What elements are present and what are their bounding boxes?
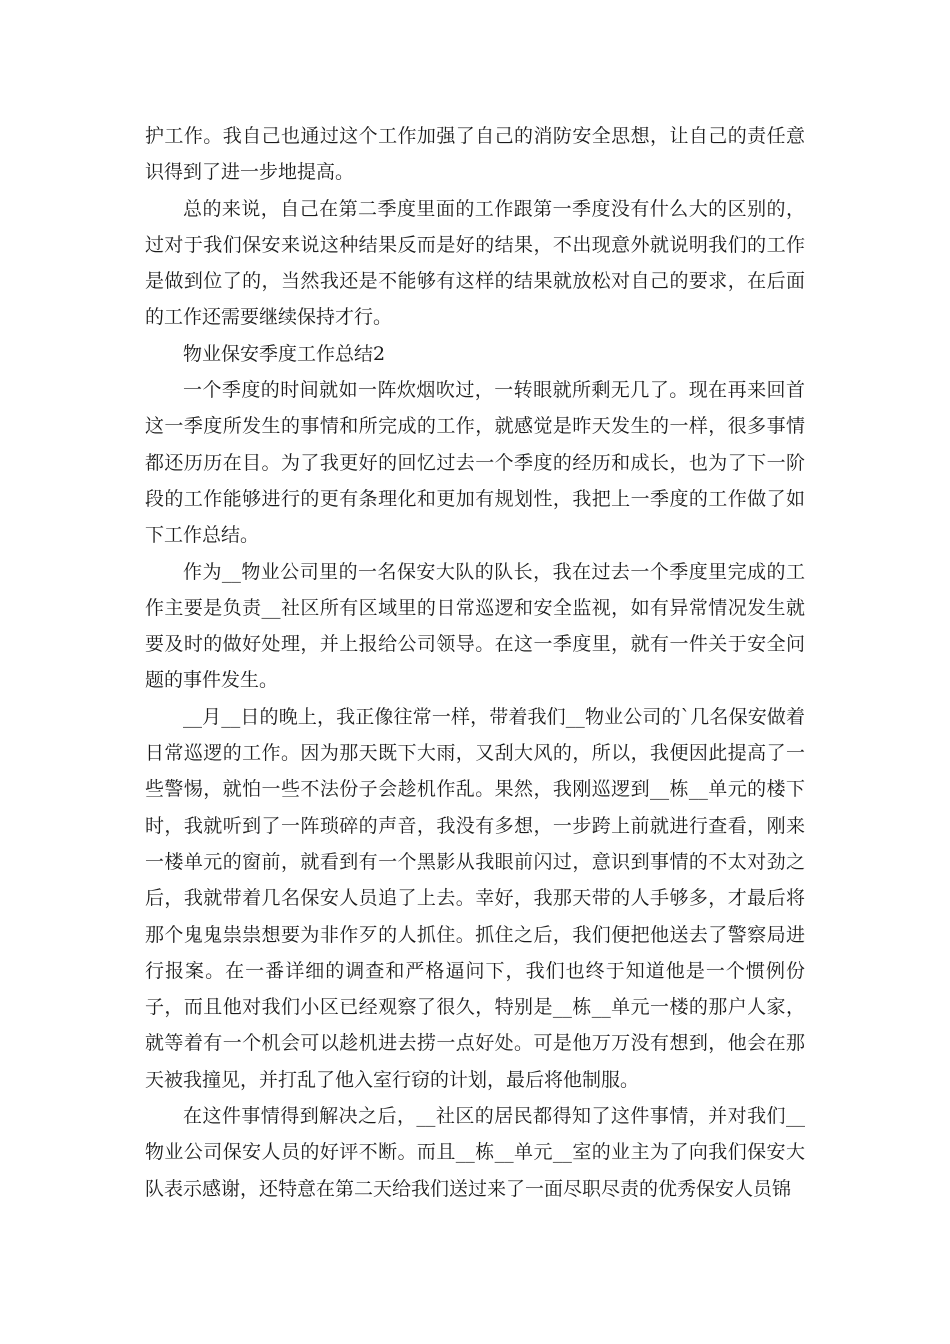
- section-heading: 物业保安季度工作总结2: [183, 342, 386, 365]
- paragraph-incident: __月__日的晚上，我正像往常一样，带着我们__物业公司的`几名保安做着日常巡逻的工作。因为那天既下大雨，又刮大风的，所以，我便因此提高了一些警惕，就怕一些不法份子会趁机作乱。果然，我刚巡逻到__栋__单元的楼下时，我就听到了一阵琐碎的声音，我没有多想，一步跨上前就进行查看，刚来一楼单元的窗前，就看到有一个黑影从我眼前闪过，意识到事情的不太对劲之后，我就带着几名保安人员追了上去。幸好，我那天带的人手够多，才最后将那个鬼鬼祟祟想要为非作歹的人抓住。抓住之后，我们便把他送去了警察局进行报案。在一番详细的调查和严格逼问下，我们也终于知道他是一个惯例份子，而且他对我们小区已经观察了很久，特别是__栋__单元一楼的那户人家，就等着有一个机会可以趁机进去捞一点好处。可是他万万没有想到，他会在那天被我撞见，并打乱了他入室行窃的计划，最后将他制服。: [145, 705, 805, 1091]
- document-body: [145, 118, 805, 1207]
- paragraph-summary: 总的来说，自己在第二季度里面的工作跟第一季度没有什么大的区别的，过对于我们保安来说这种结果反而是好的结果，不出现意外就说明我们的工作是做到位了的，当然我还是不能够有这样的结果就放松对自己的要求，在后面的工作还需要继续保持才行。: [145, 197, 805, 329]
- paragraph-duties: 作为__物业公司里的一名保安大队的队长，我在过去一个季度里完成的工作主要是负责__社区所有区域里的日常巡逻和安全监视，如有异常情况发生就要及时的做好处理，并上报给公司领导。在这一季度里，就有一件关于安全问题的事件发生。: [145, 560, 805, 692]
- paragraph-intro: 一个季度的时间就如一阵炊烟吹过，一转眼就所剩无几了。现在再来回首这一季度所发生的事情和所完成的工作，就感觉是昨天发生的一样，很多事情都还历历在目。为了我更好的回忆过去一个季度的经历和成长，也为了下一阶段的工作能够进行的更有条理化和更加有规划性，我把上一季度的工作做了如下工作总结。: [145, 379, 805, 547]
- paragraph-aftermath: 在这件事情得到解决之后，__社区的居民都得知了这件事情，并对我们__物业公司保安人员的好评不断。而且__栋__单元__室的业主为了向我们保安大队表示感谢，还特意在第二天给我们送过来了一面尽职尽责的优秀保安人员锦: [145, 1105, 805, 1200]
- paragraph-continuation: 护工作。我自己也通过这个工作加强了自己的消防安全思想，让自己的责任意识得到了进一步地提高。: [145, 125, 805, 184]
